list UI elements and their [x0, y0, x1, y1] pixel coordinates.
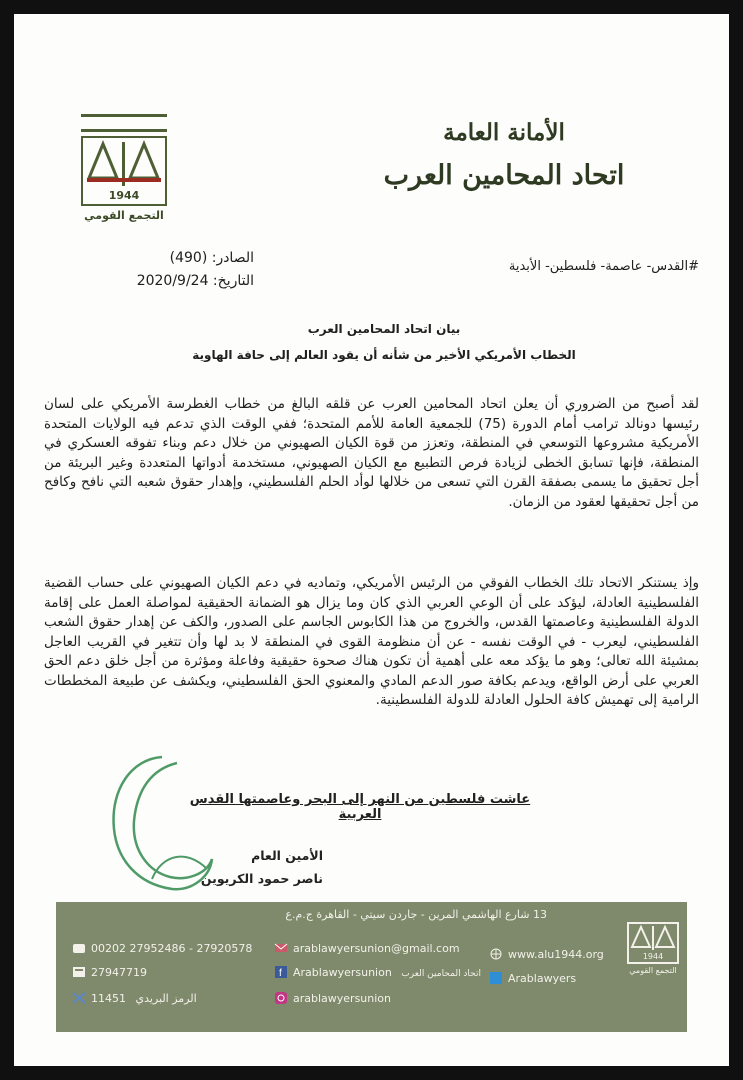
- footer-email[interactable]: arablawyersunion@gmail.com: [274, 942, 460, 955]
- org-line-arab-lawyers-union: اتحاد المحامين العرب: [383, 160, 625, 191]
- footer-instagram[interactable]: arablawyersunion: [274, 992, 391, 1005]
- union-logo: [81, 114, 167, 222]
- scales-emblem-icon: [83, 138, 165, 188]
- footer-logo-emblem: [627, 922, 679, 964]
- phone-icon: [72, 942, 86, 954]
- org-line-general-secretariat: الأمانة العامة: [443, 119, 565, 146]
- reference-number: الصادر: (490): [169, 250, 254, 266]
- globe-icon: [489, 948, 503, 960]
- fax-icon: [72, 966, 86, 978]
- footer-phone: 00202 27952486 - 27920578: [72, 942, 252, 955]
- logo-caption: التجمع القومي: [84, 209, 164, 222]
- footer-logo: [627, 922, 679, 975]
- footer-fax: 27947719: [72, 966, 147, 979]
- signatory-role: الأمين العام: [251, 848, 323, 863]
- footer-website[interactable]: www.alu1944.org: [489, 948, 604, 961]
- footer-facebook[interactable]: f Arablawyersunion اتحاد المحامين العرب: [274, 966, 481, 979]
- logo-year: 1944: [108, 189, 140, 202]
- closing-slogan: عاشت فلسطين من النهر إلى البحر وعاصمتها القدس العربية: [189, 792, 531, 822]
- footer-address: 13 شارع الهاشمي المرين - جاردن سيتي - القاهرة ج.م.ع: [285, 908, 547, 921]
- letterhead-footer: [56, 902, 687, 1032]
- reference-date: التاريخ: 2020/9/24: [136, 273, 254, 289]
- footer-logo-year: 1944: [642, 952, 664, 961]
- footer-scales-icon: [629, 924, 677, 952]
- footer-twitter[interactable]: Arablawyers: [489, 972, 576, 985]
- letter-page: [14, 14, 729, 1066]
- signatory-name: ناصر حمود الكريوين: [200, 871, 323, 886]
- instagram-icon: [274, 992, 288, 1004]
- footer-postal: 11451 الرمز البريدي: [72, 992, 197, 1005]
- facebook-icon: [274, 966, 288, 978]
- logo-stripes: [81, 114, 167, 132]
- statement-title: بيان اتحاد المحامين العرب: [307, 322, 461, 336]
- postal-icon: [72, 992, 86, 1004]
- body-paragraph-1: لقد أصبح من الضروري أن يعلن اتحاد المحامين العرب عن قلقه البالغ من خطاب الغطرسة الأمريكي على لسان رئيسها دونالد ترامب أمام الدورة (75) للجمعية العامة للأمم المتحدة؛ ففي الوقت الذي تدعم فيه الولايات المتحدة الأمريكية مشروعها التوسعي في المنطقة، وتعزز من قوة الكيان الصهيوني من خلال دعم وبناء تفوقه العسكري في المنطقة، فإنها تسابق الخطى لزيادة فرص التطبيع مع الكيان الصهيوني، مستخدمة أدواتها المتعددة وغير البريئة من أجل تحقيق ما يسمى بصفقة القرن التي تسعى من خلالها لوأد الحلم الفلسطيني، وإهدار حقوق شعبه التي نافح وكافح من أجل تحقيقها لعقود من الزمان.: [44, 396, 699, 510]
- svg-text:f: f: [279, 968, 282, 978]
- logo-emblem: [81, 136, 167, 206]
- footer-logo-caption: التجمع القومي: [629, 966, 677, 975]
- body-paragraph-2: وإذ يستنكر الاتحاد تلك الخطاب الفوقي من الرئيس الأمريكي، وتماديه في دعم الكيان الصهيوني على حساب القضية الفلسطينية العادلة، ليؤكد على أن الوعي العربي الذي كان وما يزال هو الضمانة الحقيقية لمواصلة العمل على إقامة الدولة الفلسطينية وعاصمتها القدس، والخروج من هذا الكابوس الجاسم على الصدور، والكف عن إهدار حقوق الشعب الفلسطيني، ليعرب - في الوقت نفسه - عن أن منظومة القوى في المنطقة لا بد لها وأن تتغير في القريب العاجل بمشيئة الله تعالى؛ وهو ما يؤكد معه على أهمية أن تكون هناك صحوة حقيقية وفاعلة ومؤثرة من أجل خلق دعم الحق العربي على أرض الواقع، ويدعم بكافة صور الدعم المادي والمعنوي الحق الفلسطيني، ويكشف عن طبيعة المخططات الرامية إلى تهميش كافة الحلول العادلة للدولة الفلسطينية.: [44, 575, 699, 708]
- mail-icon: [274, 942, 288, 954]
- twitter-icon: [489, 972, 503, 984]
- city-hashtag-line: #القدس- عاصمة- فلسطين- الأبدية: [508, 259, 699, 274]
- statement-subtitle: الخطاب الأمريكي الأخير من شأنه أن يقود العالم إلى حافة الهاوية: [192, 348, 576, 362]
